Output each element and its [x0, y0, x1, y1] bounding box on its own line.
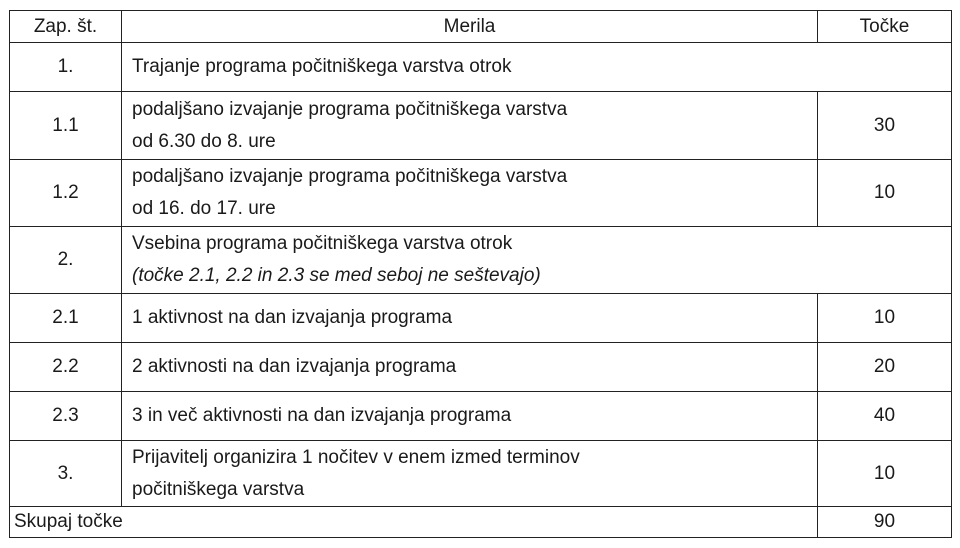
row-number: 2.2 [10, 343, 122, 392]
row-criteria [122, 160, 818, 227]
criteria-line: od 6.30 do 8. ure [132, 130, 276, 152]
criteria-line: počitniškega varstva [132, 478, 305, 500]
criteria-line: podaljšano izvajanje programa počitniškega varstva [132, 166, 568, 187]
row-criteria: 3 in več aktivnosti na dan izvajanja programa [122, 392, 818, 441]
header-criteria: Merila [122, 11, 818, 43]
total-row [10, 507, 952, 538]
row-number: 2.1 [10, 294, 122, 343]
table-row [10, 441, 952, 507]
criteria-note: (točke 2.1, 2.2 in 2.3 se med seboj ne seštevajo) [132, 265, 541, 286]
table-row [10, 92, 952, 160]
row-criteria [122, 441, 818, 507]
row-points: 30 [818, 92, 952, 160]
table-row [10, 43, 952, 92]
header-points: Točke [818, 11, 952, 43]
row-criteria: 1 aktivnost na dan izvajanja programa [122, 294, 818, 343]
table-row [10, 392, 952, 441]
row-criteria: Trajanje programa počitniškega varstva otrok [122, 43, 952, 92]
row-number: 1. [10, 43, 122, 92]
row-number: 3. [10, 441, 122, 507]
header-number: Zap. št. [10, 11, 122, 43]
row-points: 10 [818, 441, 952, 507]
criteria-line: od 16. do 17. ure [132, 198, 276, 219]
row-criteria [122, 227, 952, 294]
row-points: 10 [818, 160, 952, 227]
table-row [10, 227, 952, 294]
table-row [10, 294, 952, 343]
criteria-line: Vsebina programa počitniškega varstva otrok [132, 233, 513, 254]
row-points: 10 [818, 294, 952, 343]
row-number: 2.3 [10, 392, 122, 441]
criteria-line: podaljšano izvajanje programa počitniškega varstva [132, 98, 568, 120]
row-number: 1.1 [10, 92, 122, 160]
row-number: 1.2 [10, 160, 122, 227]
total-label: Skupaj točke [10, 507, 818, 538]
row-criteria [122, 92, 818, 160]
row-number: 2. [10, 227, 122, 294]
criteria-line: Prijavitelj organizira 1 nočitev v enem izmed terminov [132, 446, 580, 468]
total-points: 90 [818, 507, 952, 538]
header-row [10, 11, 952, 43]
table-row [10, 160, 952, 227]
row-points: 20 [818, 343, 952, 392]
row-criteria: 2 aktivnosti na dan izvajanja programa [122, 343, 818, 392]
table-row [10, 343, 952, 392]
criteria-table [9, 10, 952, 538]
row-points: 40 [818, 392, 952, 441]
